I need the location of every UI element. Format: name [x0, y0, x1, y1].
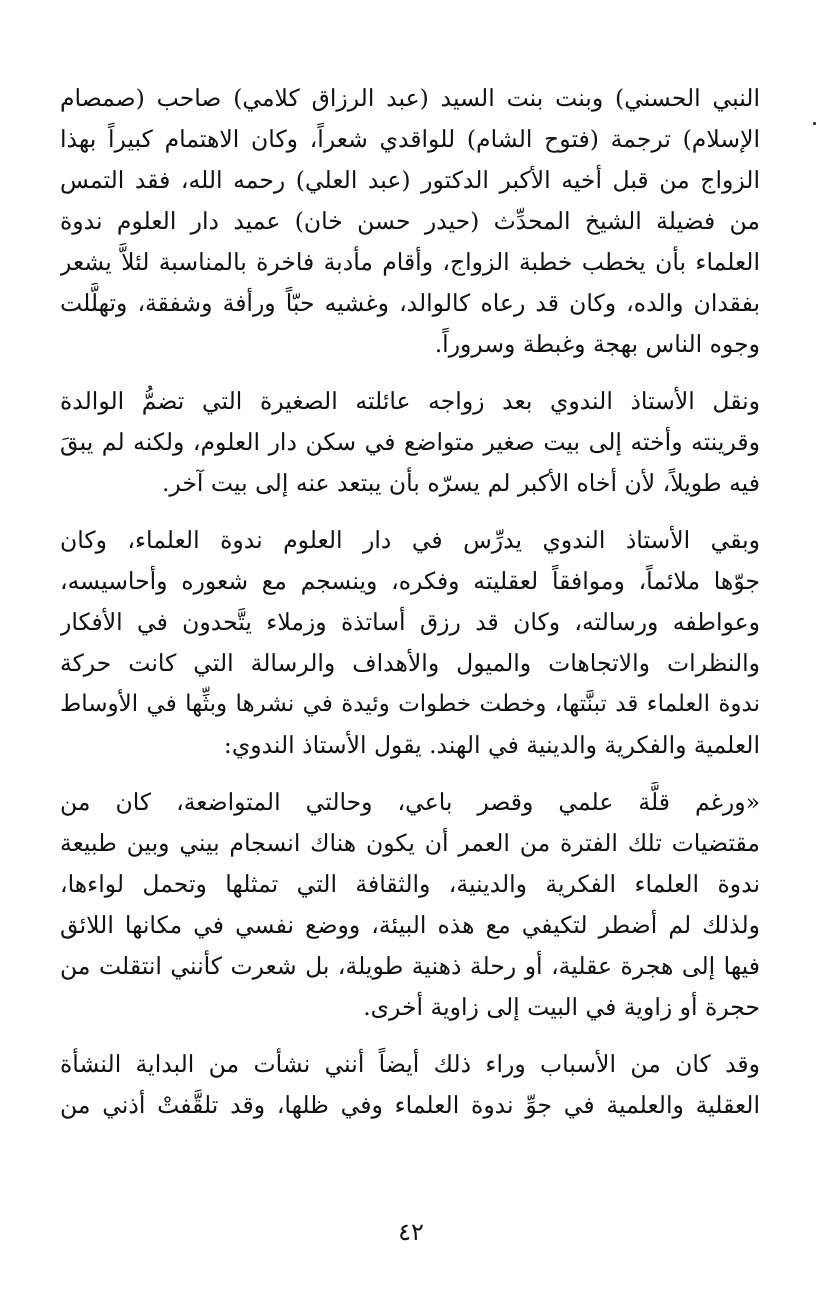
text-line: جوّها ملائماً، وموافقاً لعقليته وفكره، وينسجم مع شعوره وأحاسيسه،: [60, 567, 760, 595]
text-line: ندوة العلماء الفكرية والدينية، والثقافة التي تمثلها وتحمل لواءها،: [60, 870, 760, 898]
text-line: والنظرات والاتجاهات والميول والأهداف والرسالة التي كانت حركة: [60, 649, 760, 677]
text-line: حجرة أو زاوية في البيت إلى زاوية أخرى.: [363, 993, 760, 1021]
paragraph-1: [60, 78, 760, 365]
paragraph-3: [60, 520, 760, 766]
text-line: ندوة العلماء قد تبنَّتها، وخطت خطوات وئيدة في نشرها وبثِّها في الأوساط: [60, 691, 760, 717]
text-line: النبي الحسني) وبنت بنت السيد (عبد الرزاق كلامي) صاحب (صمصام: [60, 84, 760, 112]
text-line: وقد كان من الأسباب وراء ذلك أيضاً أنني نشأت من البداية النشأة: [60, 1050, 760, 1078]
text-line: وعواطفه ورسالته، وكان قد رزق أساتذة وزملاء يتَّحدون في الأفكار: [60, 608, 760, 636]
page-body: [60, 78, 760, 1140]
margin-mark: [813, 122, 816, 125]
text-line: مقتضيات تلك الفترة من العمر أن يكون هناك انسجام بيني وبين طبيعة: [60, 829, 760, 857]
paragraph-2: [60, 381, 760, 504]
text-line: العقلية والعلمية في جوِّ ندوة العلماء وفي ظلها، وقد تلقَّفتْ أذني من: [60, 1091, 760, 1119]
text-line: العلماء بأن يخطب خطبة الزواج، وأقام مأدبة فاخرة بالمناسبة لئلاَّ يشعر: [60, 248, 760, 276]
text-line: وبقي الأستاذ الندوي يدرِّس في دار العلوم ندوة العلماء، وكان: [60, 526, 760, 554]
page-number: ٤٢: [398, 1218, 424, 1246]
text-line: وقرينته وأخته إلى بيت صغير متواضع في سكن دار العلوم، ولكنه لم يبقَ: [60, 428, 760, 456]
text-line: بفقدان والده، وكان قد رعاه كالوالد، وغشيه حبّاً ورأفة وشفقة، وتهلَّلت: [60, 289, 760, 317]
text-line: من فضيلة الشيخ المحدِّث (حيدر حسن خان) عميد دار العلوم ندوة: [60, 207, 760, 235]
text-line: وجوه الناس بهجة وغبطة وسروراً.: [434, 330, 760, 358]
quote-paragraph: [60, 782, 760, 1028]
paragraph-5: [60, 1044, 760, 1126]
text-line: فيه طويلاً، لأن أخاه الأكبر لم يسرّه بأن يبتعد عنه إلى بيت آخر.: [161, 469, 760, 497]
text-line: الزواج من قبل أخيه الأكبر الدكتور (عبد العلي) رحمه الله، فقد التمس: [60, 166, 760, 194]
text-line: العلمية والفكرية والدينية في الهند. يقول الأستاذ الندوي:: [223, 731, 760, 759]
text-line: الإسلام) ترجمة (فتوح الشام) للواقدي شعراً، وكان الاهتمام كبيراً بهذا: [60, 125, 760, 153]
text-line: ولذلك لم أضطر لتكيفي مع هذه البيئة، ووضع نفسي في مكانها اللائق: [60, 911, 760, 939]
text-line: «ورغم قلَّة علمي وقصر باعي، وحالتي المتواضعة، كان من: [60, 788, 760, 816]
text-line: ونقل الأستاذ الندوي بعد زواجه عائلته الصغيرة التي تضمُّ الوالدة: [60, 387, 760, 415]
text-line: فيها إلى هجرة عقلية، أو رحلة ذهنية طويلة، بل شعرت كأنني انتقلت من: [60, 952, 760, 980]
